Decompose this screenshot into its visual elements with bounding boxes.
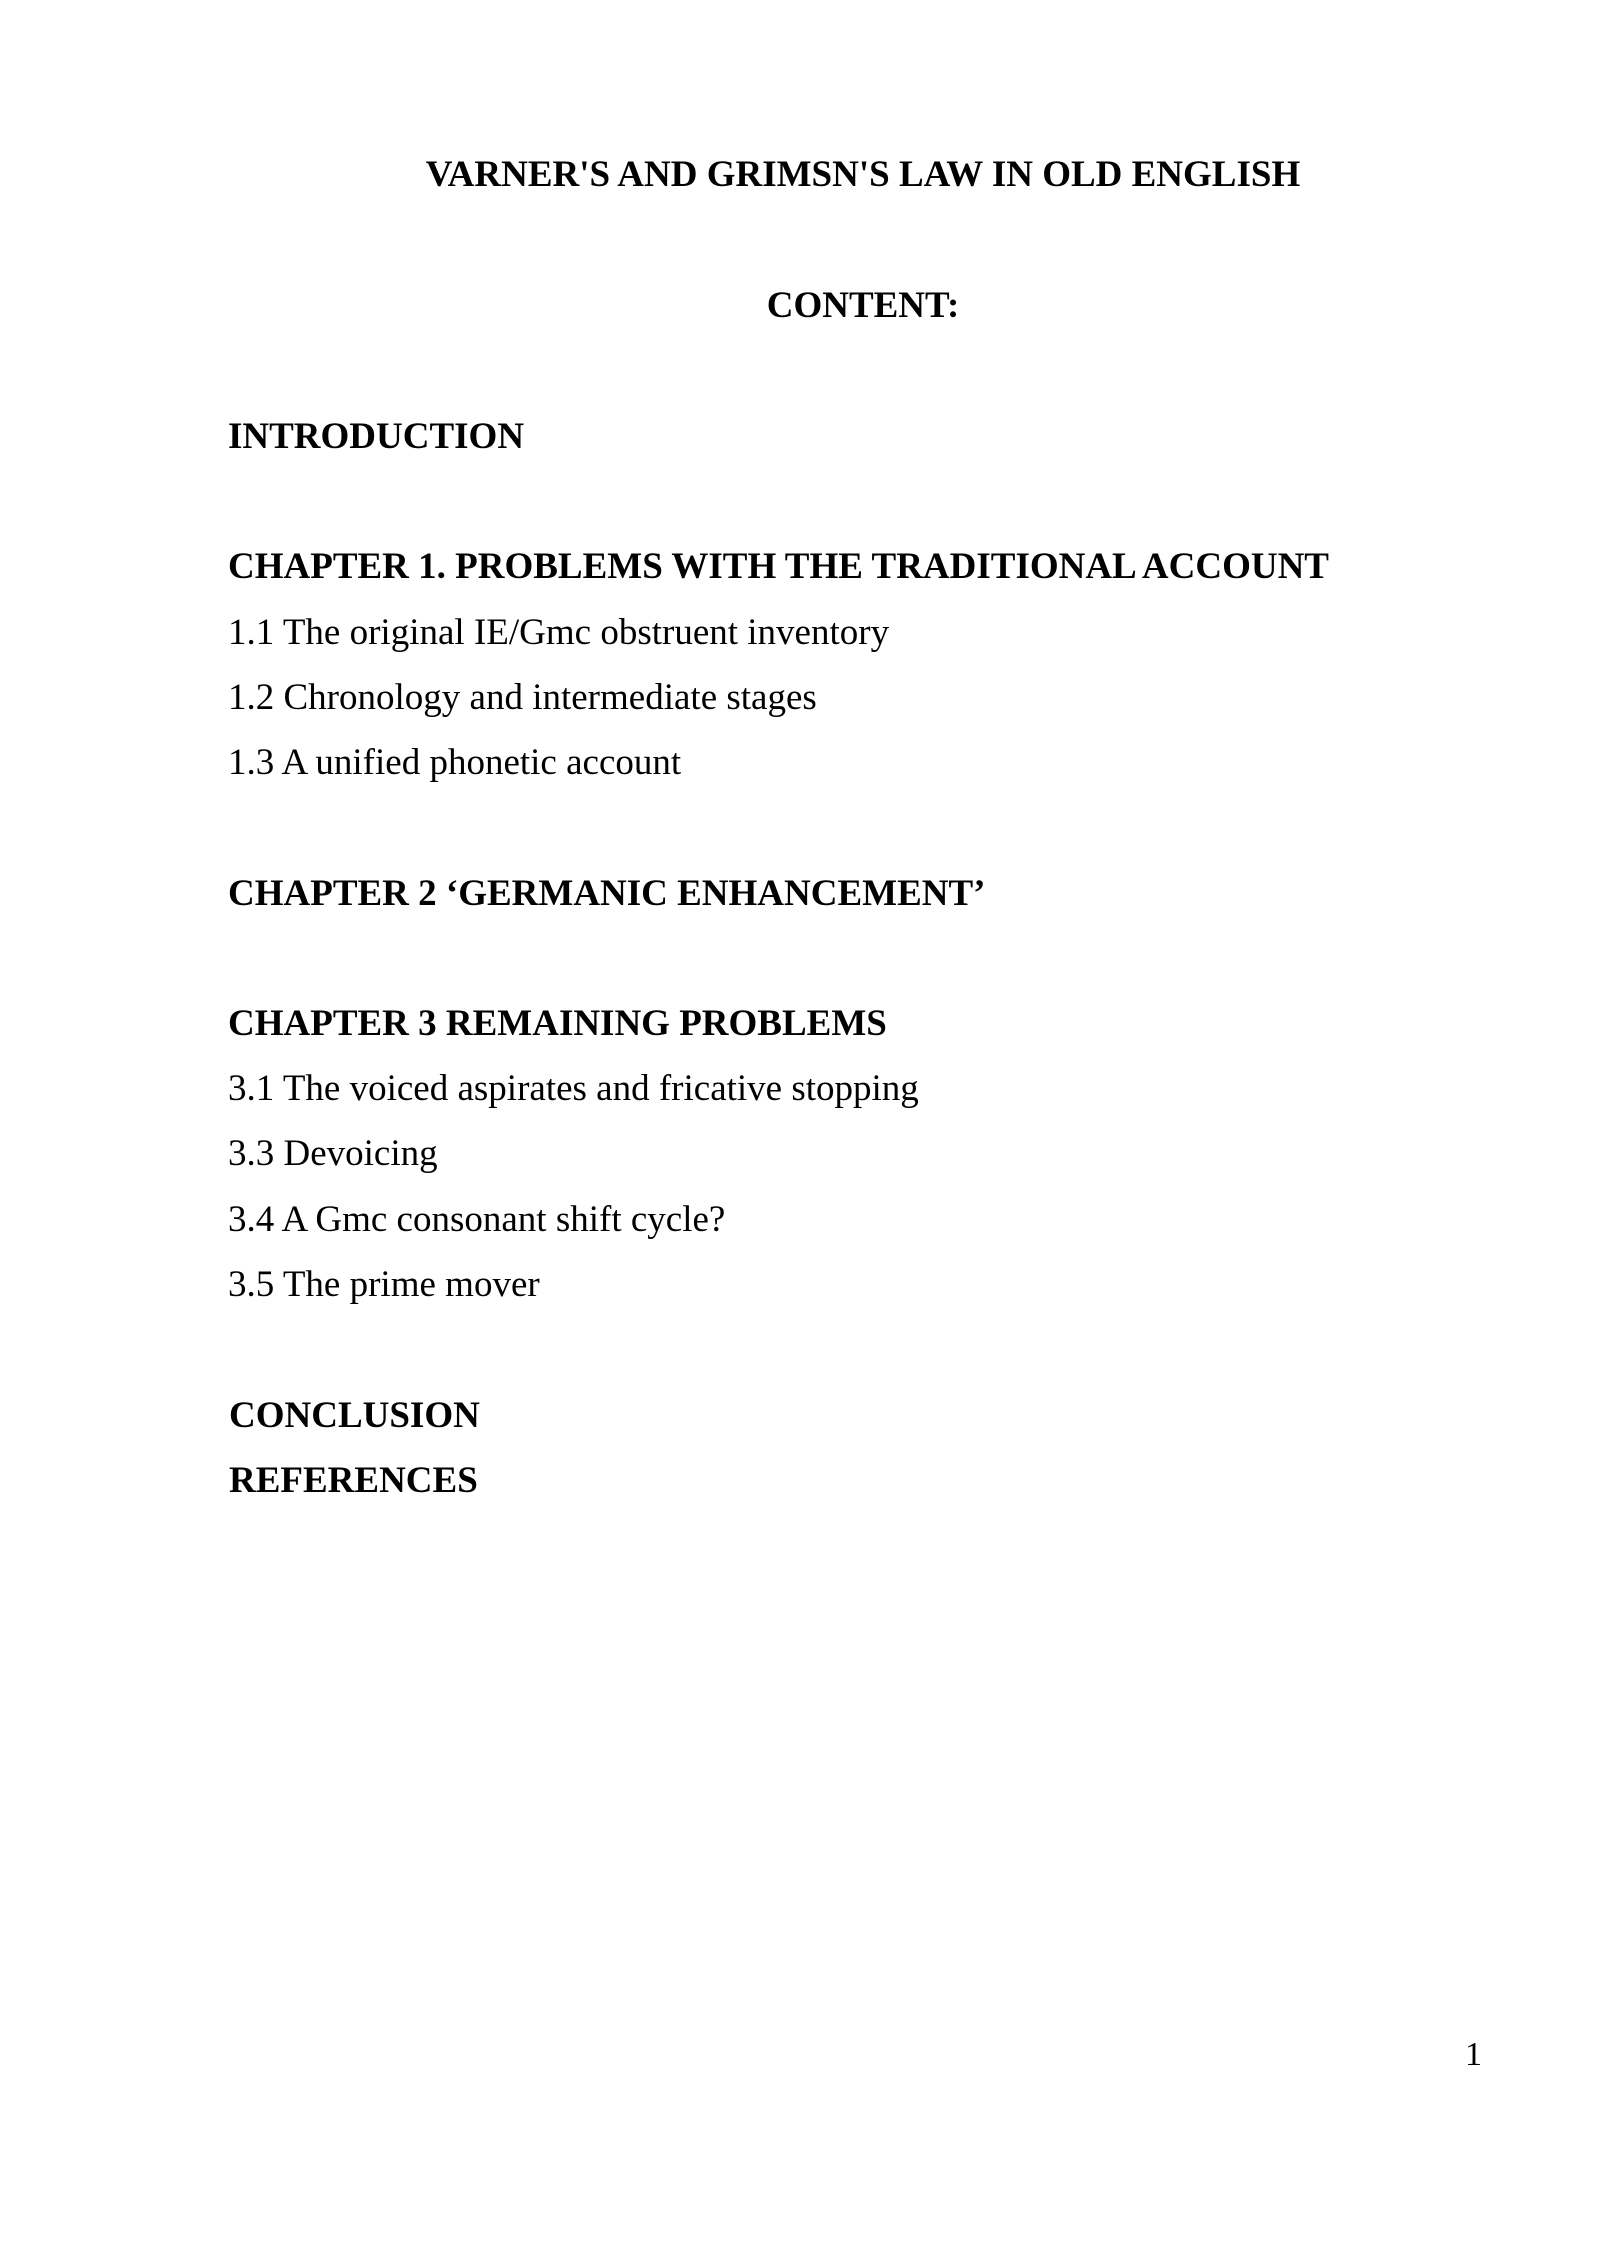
- toc-conclusion: CONCLUSION: [229, 1395, 480, 1436]
- toc-introduction: INTRODUCTION: [228, 416, 525, 457]
- toc-item-1-3: 1.3 A unified phonetic account: [228, 742, 682, 783]
- toc-references: REFERENCES: [229, 1460, 478, 1501]
- toc-chapter-2-heading: CHAPTER 2 ‘GERMANIC ENHANCEMENT’: [228, 873, 986, 914]
- toc-chapter-3-heading: CHAPTER 3 REMAINING PROBLEMS: [228, 1003, 887, 1044]
- toc-item-3-5: 3.5 The prime mover: [228, 1264, 540, 1305]
- page-number: 1: [1465, 2036, 1482, 2073]
- toc-item-1-1: 1.1 The original IE/Gmc obstruent inventory: [228, 612, 890, 653]
- document-title: VARNER'S AND GRIMSN'S LAW IN OLD ENGLISH: [425, 154, 1301, 195]
- toc-item-1-2: 1.2 Chronology and intermediate stages: [228, 677, 817, 718]
- contents-heading: CONTENT:: [766, 285, 960, 326]
- toc-item-3-3: 3.3 Devoicing: [228, 1133, 438, 1174]
- toc-item-3-4: 3.4 A Gmc consonant shift cycle?: [228, 1199, 726, 1240]
- toc-chapter-1-heading: CHAPTER 1. PROBLEMS WITH THE TRADITIONAL ACCOUNT: [228, 546, 1329, 587]
- toc-item-3-1: 3.1 The voiced aspirates and fricative stopping: [228, 1068, 919, 1109]
